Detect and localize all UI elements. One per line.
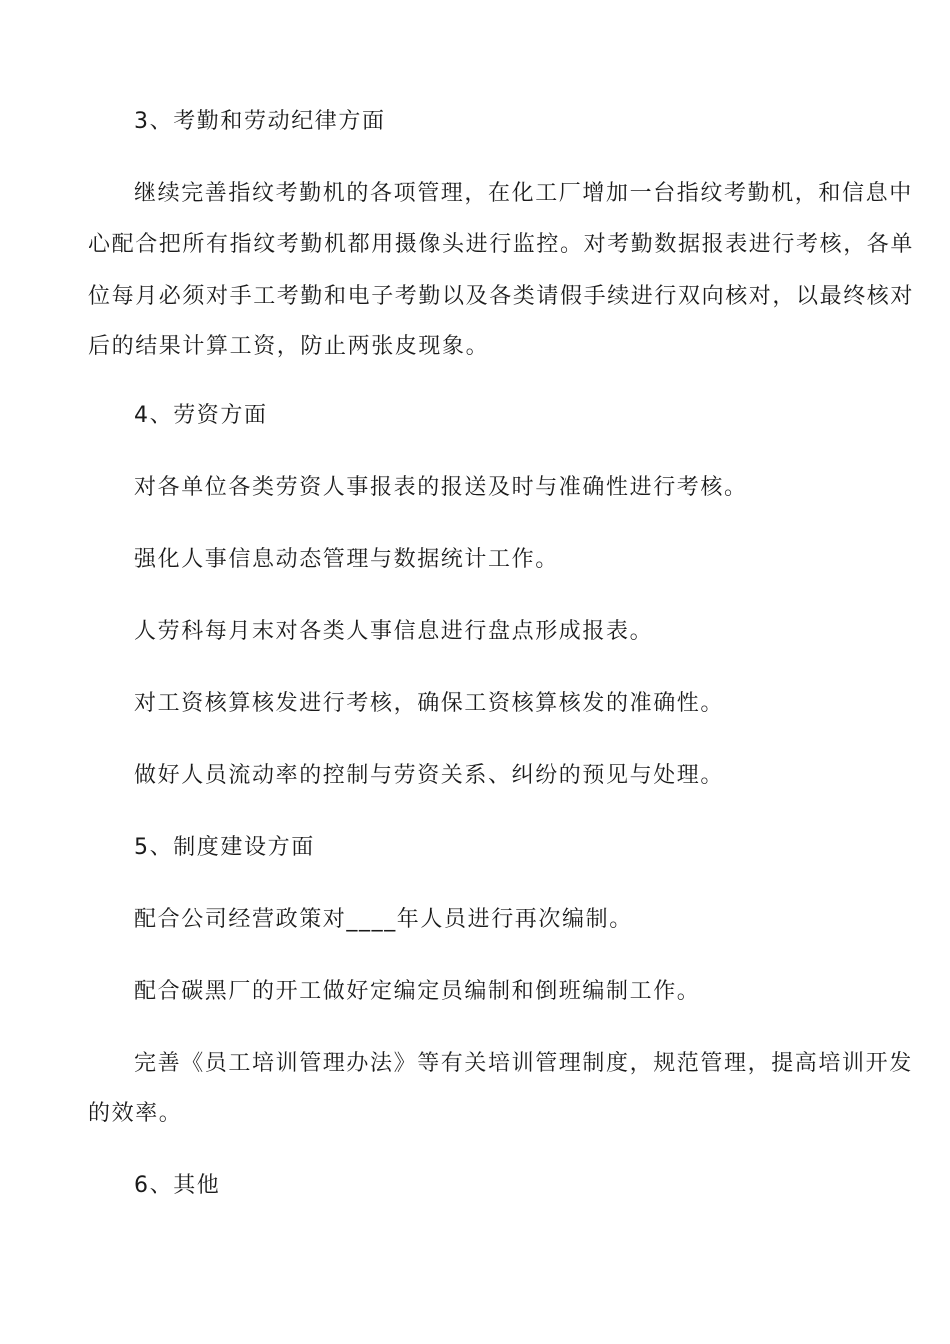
section-heading-system: 5、制度建设方面: [134, 835, 315, 860]
paragraph-line: 的效率。: [88, 1101, 183, 1126]
section-heading-other: 6、其他: [134, 1173, 221, 1198]
paragraph-line: 配合公司经营政策对____年人员进行再次编制。: [134, 907, 633, 932]
paragraph-line: 心配合把所有指纹考勤机都用摄像头进行监控。对考勤数据报表进行考核，各单: [88, 232, 915, 257]
paragraph-line: 做好人员流动率的控制与劳资关系、纠纷的预见与处理。: [134, 763, 725, 788]
section-heading-attendance: 3、考勤和劳动纪律方面: [134, 109, 386, 134]
paragraph-line: 后的结果计算工资，防止两张皮现象。: [88, 334, 490, 359]
paragraph-line: 强化人事信息动态管理与数据统计工作。: [134, 547, 559, 572]
paragraph-line: 对各单位各类劳资人事报表的报送及时与准确性进行考核。: [134, 475, 748, 500]
paragraph-line: 完善《员工培训管理办法》等有关培训管理制度，规范管理，提高培训开发: [134, 1051, 913, 1076]
paragraph-line: 配合碳黑厂的开工做好定编定员编制和倒班编制工作。: [134, 979, 701, 1004]
paragraph-line: 位每月必须对手工考勤和电子考勤以及各类请假手续进行双向核对，以最终核对: [88, 284, 915, 309]
section-heading-labor: 4、劳资方面: [134, 403, 268, 428]
paragraph-line: 继续完善指纹考勤机的各项管理，在化工厂增加一台指纹考勤机，和信息中: [134, 181, 913, 206]
paragraph-line: 对工资核算核发进行考核，确保工资核算核发的准确性。: [134, 691, 725, 716]
paragraph-line: 人劳科每月末对各类人事信息进行盘点形成报表。: [134, 619, 654, 644]
